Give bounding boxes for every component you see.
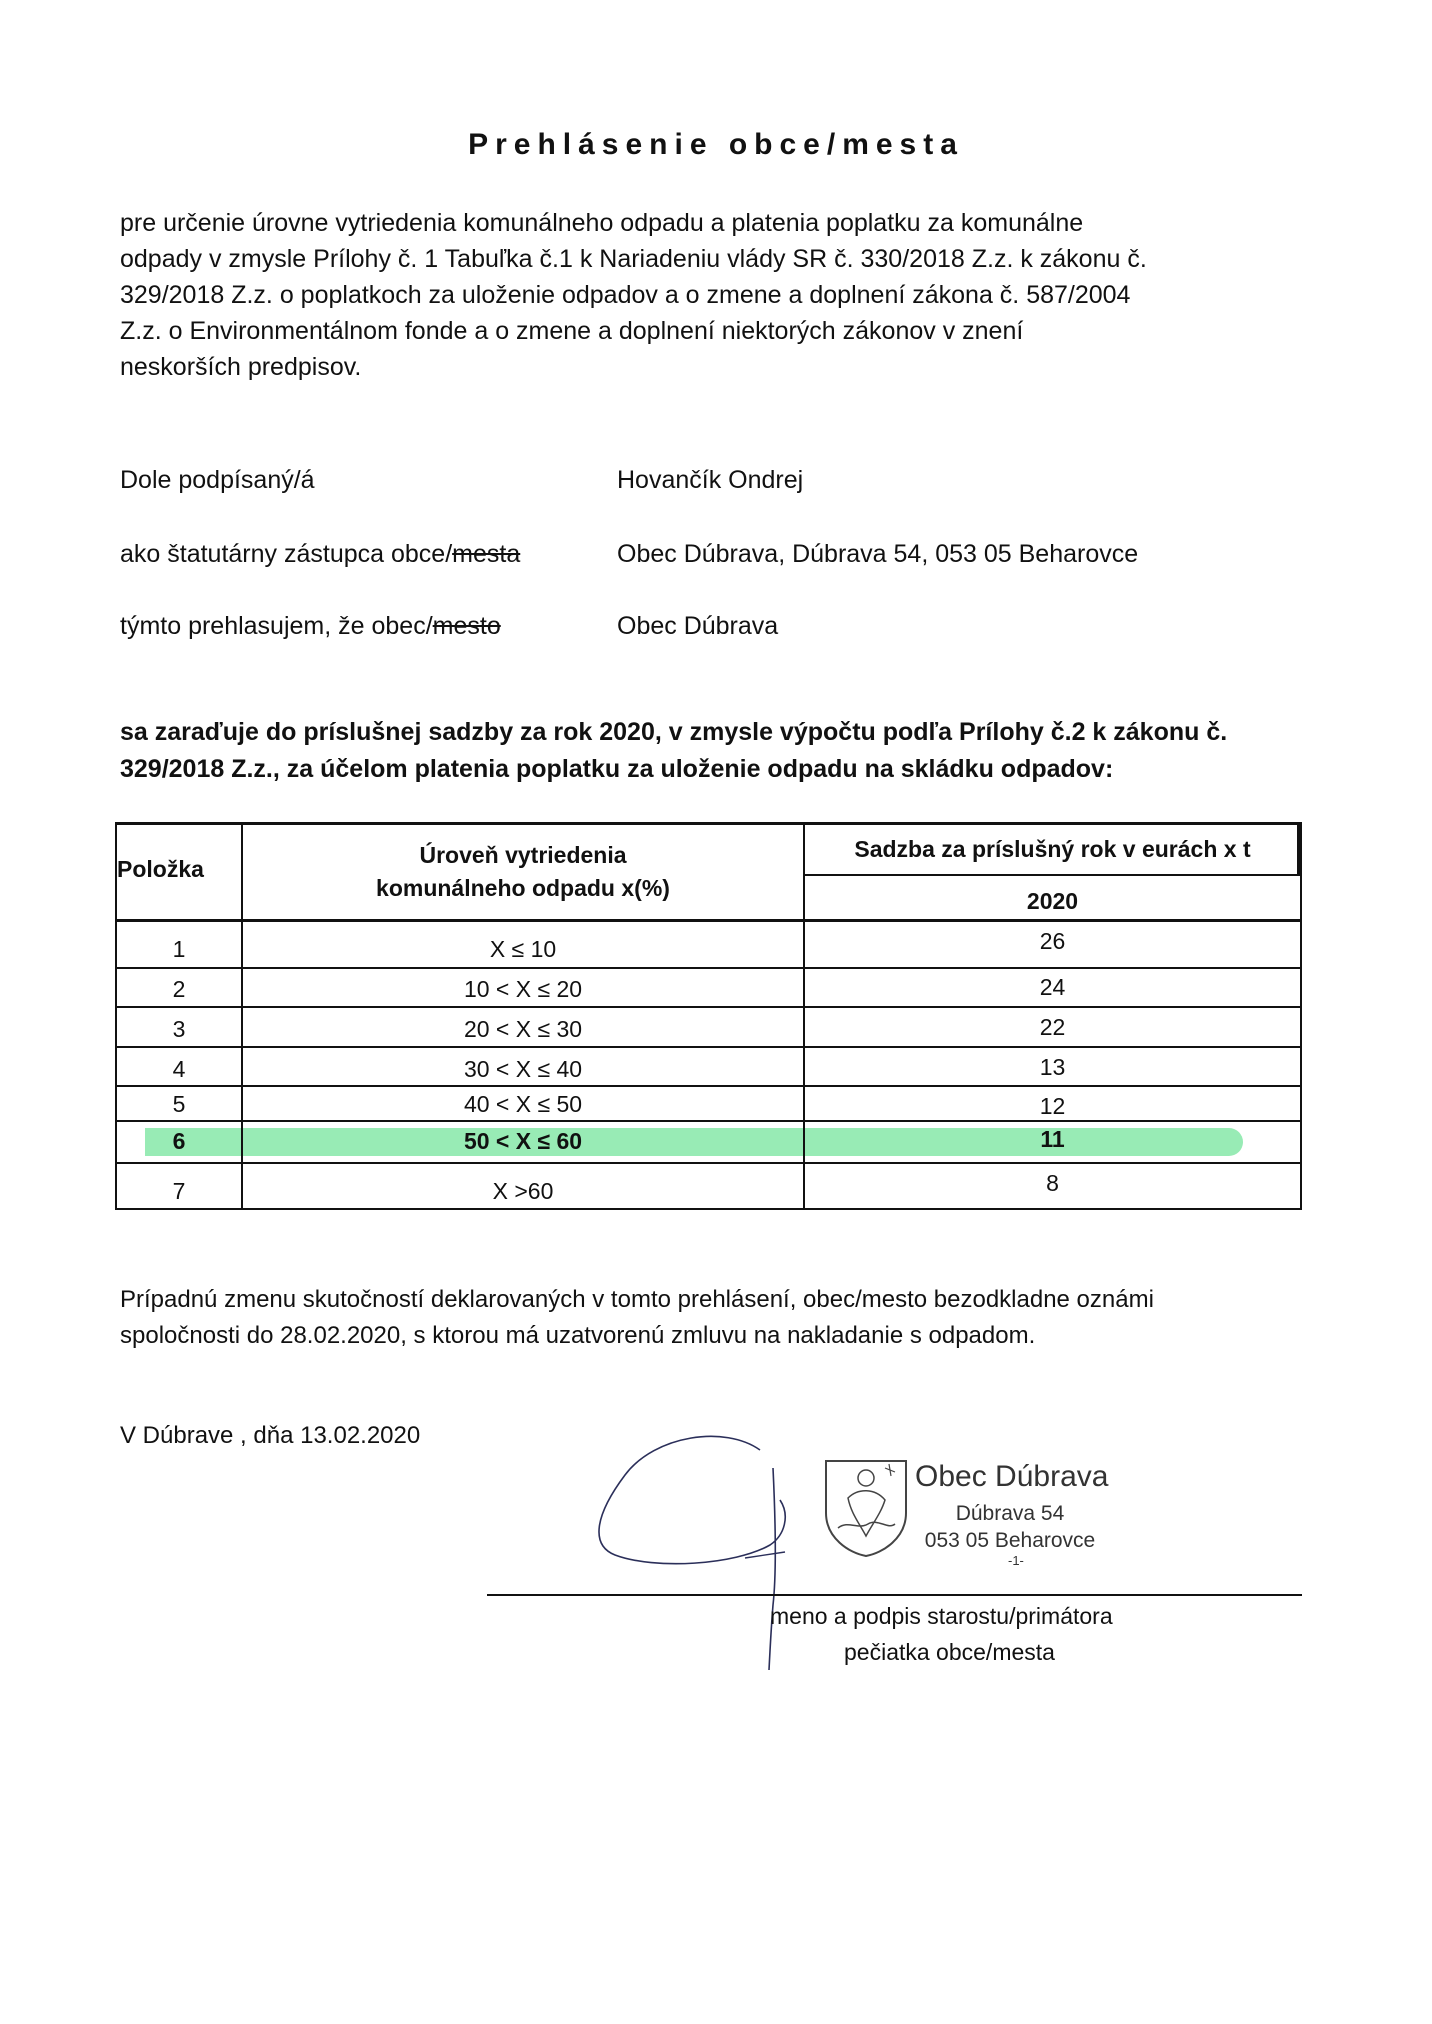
table-border [115,1085,1302,1087]
table-cell-item-selected: 6 [172,1128,186,1154]
table-cell-rate: 22 [1039,1014,1066,1040]
declaration-label-text: týmto prehlasujem, že obec/ [120,612,433,640]
municipal-crest-icon [823,1458,909,1558]
intro-paragraph [120,205,1300,385]
signer-label: Dole podpísaný/á [120,466,315,494]
header-line: komunálneho odpadu x(%) [376,875,670,901]
municipality-address: Obec Dúbrava, Dúbrava 54, 053 05 Beharovce [617,540,1139,568]
struck-word: mesto [432,612,501,640]
table-border [115,919,1302,922]
table-border [115,967,1302,969]
header-item: Položka [117,856,204,882]
intro-line: neskorších predpisov. [120,353,362,381]
municipality-name: Obec Dúbrava [617,612,779,640]
closing-line: Prípadnú zmenu skutočností deklarovaných v tomto prehlásení, obec/mesto bezodkladne oznámi [120,1286,1154,1313]
table-cell-rate: 13 [1039,1054,1066,1080]
table-border [115,1120,1302,1122]
caption-line: meno a podpis starostu/primátora [770,1603,1113,1629]
table-cell-item: 7 [172,1178,186,1204]
intro-line: odpady v zmysle Prílohy č. 1 Tabuľka č.1 k Nariadeniu vlády SR č. 330/2018 Z.z. k zákonu č. [120,245,1147,273]
closing-line: spoločnosti do 28.02.2020, s ktorou má uzatvorenú zmluvu na nakladanie s odpadom. [120,1322,1036,1349]
table-border [115,1208,1302,1210]
statement-line: sa zaraďuje do príslušnej sadzby za rok 2020, v zmysle výpočtu podľa Prílohy č.2 k zákonu č. [120,718,1228,746]
header-rate: Sadzba za príslušný rok v eurách x t [854,836,1251,862]
table-cell-rate: 8 [1046,1170,1059,1196]
header-line: Úroveň vytriedenia [419,842,627,868]
table-cell-range: 30 < X ≤ 40 [463,1056,583,1082]
stamp-city: 053 05 Beharovce [924,1529,1096,1552]
stamp-name: Obec Dúbrava [915,1460,1109,1493]
table-cell-item: 4 [172,1056,186,1082]
rate-table [115,822,1302,1210]
table-border [115,1046,1302,1048]
table-cell-range: 10 < X ≤ 20 [463,976,583,1002]
statement-line: 329/2018 Z.z., za účelom platenia poplatku za uloženie odpadu na skládku odpadov: [120,755,1114,783]
table-cell-range: X >60 [492,1178,554,1204]
rate-statement [120,714,1320,788]
signature-line [487,1594,1302,1596]
table-cell-range: 40 < X ≤ 50 [463,1091,583,1117]
struck-word: mesta [452,540,521,568]
stamp-number: -1- [1008,1553,1024,1568]
place-and-date: V Dúbrave , dňa 13.02.2020 [120,1422,421,1449]
table-border [115,1006,1302,1008]
caption-line: pečiatka obce/mesta [844,1639,1055,1665]
header-sorting-level [243,842,803,902]
closing-paragraph [120,1282,1320,1354]
table-border [115,1162,1302,1164]
table-cell-range: 20 < X ≤ 30 [463,1016,583,1042]
stamp-address [915,1500,1105,1554]
table-cell-item: 2 [172,976,186,1002]
representative-label [120,540,520,569]
intro-line: 329/2018 Z.z. o poplatkoch za uloženie odpadov a o zmene a doplnení zákona č. 587/2004 [120,281,1131,309]
table-cell-rate: 24 [1039,974,1066,1000]
table-cell-rate-selected: 11 [1040,1126,1065,1152]
table-cell-range-selected: 50 < X ≤ 60 [463,1128,583,1154]
stamp-street: Dúbrava 54 [955,1502,1065,1525]
table-cell-rate: 26 [1039,928,1066,954]
intro-line: pre určenie úrovne vytriedenia komunálneho odpadu a platenia poplatku za komunálne [120,209,1084,237]
intro-line: Z.z. o Environmentálnom fonde a o zmene a doplnení niektorých zákonov v znení [120,317,1024,345]
table-cell-range: X ≤ 10 [489,936,557,962]
table-cell-item: 1 [172,936,186,962]
header-year: 2020 [1026,888,1079,914]
table-cell-item: 3 [172,1016,186,1042]
table-border [1300,822,1302,1210]
signer-name: Hovančík Ondrej [617,466,804,494]
declaration-label [120,612,501,641]
document-title: Prehlásenie obce/mesta [468,128,964,161]
representative-label-text: ako štatutárny zástupca obce/ [120,540,453,568]
table-cell-rate: 12 [1039,1093,1066,1119]
signature-caption [770,1598,1113,1670]
table-border [803,874,1302,876]
table-border [115,822,1302,825]
table-cell-item: 5 [172,1091,186,1117]
